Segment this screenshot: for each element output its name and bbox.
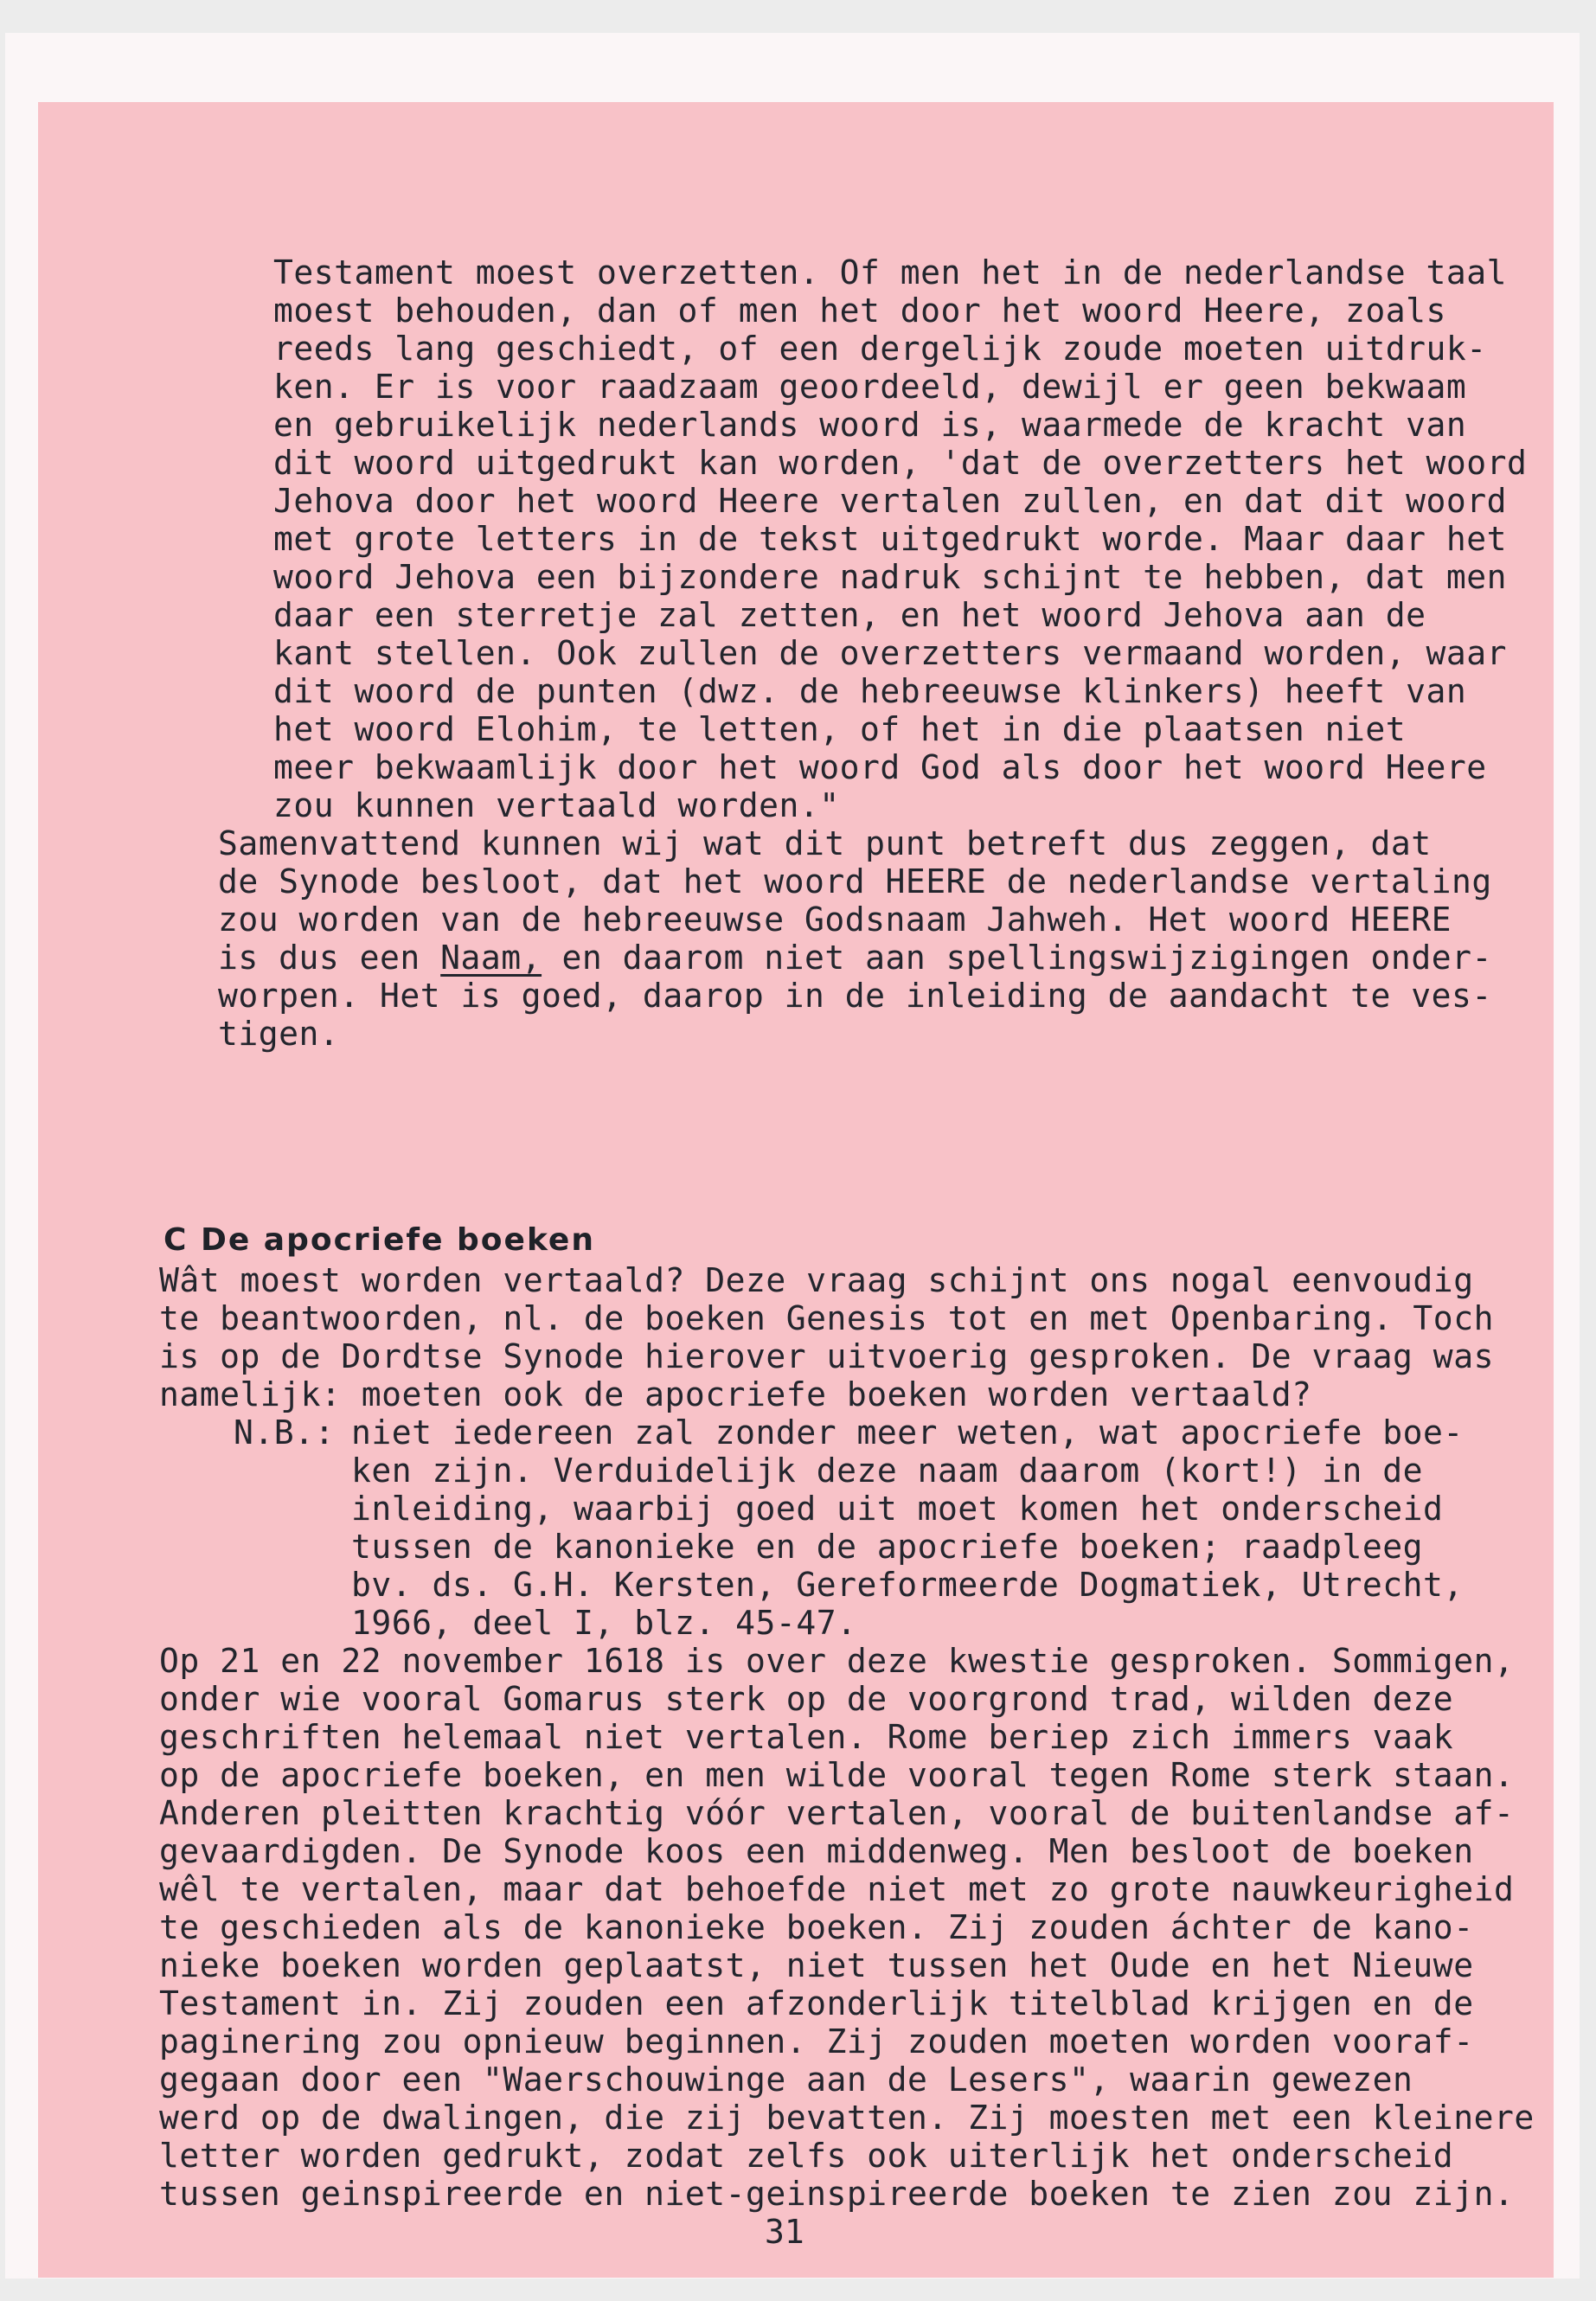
text-line: te beantwoorden, nl. de boeken Genesis tot en met Openbaring. Toch bbox=[159, 1299, 1494, 1337]
text-line: worpen. Het is goed, daarop in de inleiding de aandacht te ves- bbox=[218, 977, 1492, 1015]
text-line: gegaan door een "Waerschouwinge aan de Lesers", waarin gewezen bbox=[159, 2061, 1413, 2099]
text-line: dit woord uitgedrukt kan worden, 'dat de overzetters het woord bbox=[273, 444, 1528, 482]
text-line: de Synode besloot, dat het woord HEERE de nederlandse vertaling bbox=[218, 862, 1492, 901]
text-line: ken. Er is voor raadzaam geoordeeld, dewijl er geen bekwaam bbox=[273, 368, 1467, 406]
text-line: is op de Dordtse Synode hierover uitvoerig gesproken. De vraag was bbox=[159, 1337, 1494, 1375]
text-line: Anderen pleitten krachtig vóór vertalen, vooral de buitenlandse af- bbox=[159, 1794, 1515, 1832]
text-line: het woord Elohim, te letten, of het in die plaatsen niet bbox=[273, 710, 1407, 748]
text-line: met grote letters in de tekst uitgedrukt worde. Maar daar het bbox=[273, 520, 1508, 558]
text-line: moest behouden, dan of men het door het woord Heere, zoals bbox=[273, 292, 1446, 330]
text-fragment: en daarom niet aan spellingswijzigingen onder- bbox=[542, 939, 1492, 977]
text-line: Wât moest worden vertaald? Deze vraag schijnt ons nogal eenvoudig bbox=[159, 1261, 1474, 1299]
note-label: N.B.: bbox=[234, 1413, 335, 1452]
text-line: reeds lang geschiedt, of een dergelijk zoude moeten uitdruk- bbox=[273, 330, 1487, 368]
text-line: wêl te vertalen, maar dat behoefde niet met zo grote nauwkeurigheid bbox=[159, 1870, 1515, 1908]
text-line: op de apocriefe boeken, en men wilde vooral tegen Rome sterk staan. bbox=[159, 1756, 1515, 1794]
text-line: en gebruikelijk nederlands woord is, waarmede de kracht van bbox=[273, 406, 1467, 444]
text-line: Jehova door het woord Heere vertalen zullen, en dat dit woord bbox=[273, 482, 1508, 520]
underlined-word-naam: Naam, bbox=[440, 939, 542, 977]
text-line: Samenvattend kunnen wij wat dit punt betreft dus zeggen, dat bbox=[218, 824, 1432, 862]
text-line: werd op de dwalingen, die zij bevatten. Zij moesten met een kleinere bbox=[159, 2099, 1535, 2137]
text-line: bv. ds. G.H. Kersten, Gereformeerde Dogmatiek, Utrecht, bbox=[351, 1566, 1464, 1604]
document-page bbox=[38, 102, 1554, 2278]
text-line: woord Jehova een bijzondere nadruk schijnt te hebben, dat men bbox=[273, 558, 1508, 596]
text-line: geschriften helemaal niet vertalen. Rome beriep zich immers vaak bbox=[159, 1718, 1454, 1756]
text-line: tussen de kanonieke en de apocriefe boeken; raadpleeg bbox=[351, 1528, 1424, 1566]
text-line: nieke boeken worden geplaatst, niet tussen het Oude en het Nieuwe bbox=[159, 1946, 1474, 1984]
text-line: namelijk: moeten ook de apocriefe boeken worden vertaald? bbox=[159, 1375, 1312, 1413]
text-line: tussen geinspireerde en niet-geinspireerde boeken te zien zou zijn. bbox=[159, 2175, 1515, 2213]
text-line: meer bekwaamlijk door het woord God als door het woord Heere bbox=[273, 748, 1487, 786]
text-line: zou kunnen vertaald worden." bbox=[273, 786, 840, 824]
text-line: daar een sterretje zal zetten, en het woord Jehova aan de bbox=[273, 596, 1426, 634]
text-line: onder wie vooral Gomarus sterk op de voorgrond trad, wilden deze bbox=[159, 1680, 1454, 1718]
text-line: gevaardigden. De Synode koos een middenweg. Men besloot de boeken bbox=[159, 1832, 1474, 1870]
text-fragment: is dus een bbox=[218, 939, 441, 977]
text-line: Op 21 en 22 november 1618 is over deze kwestie gesproken. Sommigen, bbox=[159, 1642, 1515, 1680]
text-line: letter worden gedrukt, zodat zelfs ook uiterlijk het onderscheid bbox=[159, 2137, 1454, 2175]
text-line: zou worden van de hebreeuwse Godsnaam Jahweh. Het woord HEERE bbox=[218, 901, 1452, 939]
text-line: kant stellen. Ook zullen de overzetters vermaand worden, waar bbox=[273, 634, 1508, 672]
text-line: Testament in. Zij zouden een afzonderlijk titelblad krijgen en de bbox=[159, 1984, 1474, 2022]
text-line: te geschieden als de kanonieke boeken. Zij zouden áchter de kano- bbox=[159, 1908, 1474, 1946]
text-line bbox=[218, 939, 1492, 977]
text-line: tigen. bbox=[218, 1015, 340, 1053]
text-line: ken zijn. Verduidelijk deze naam daarom (kort!) in de bbox=[351, 1452, 1424, 1490]
text-line: inleiding, waarbij goed uit moet komen het onderscheid bbox=[351, 1490, 1444, 1528]
text-line: paginering zou opnieuw beginnen. Zij zouden moeten worden vooraf- bbox=[159, 2022, 1474, 2061]
paper-sheet bbox=[5, 33, 1580, 2279]
text-line: dit woord de punten (dwz. de hebreeuwse klinkers) heeft van bbox=[273, 672, 1467, 710]
section-heading: C De apocriefe boeken bbox=[163, 1222, 595, 1258]
text-line: Testament moest overzetten. Of men het in de nederlandse taal bbox=[273, 253, 1508, 292]
text-line: 1966, deel I, blz. 45-47. bbox=[351, 1604, 857, 1642]
text-line: niet iedereen zal zonder meer weten, wat apocriefe boe- bbox=[351, 1413, 1464, 1452]
page-number: 31 bbox=[765, 2213, 804, 2251]
